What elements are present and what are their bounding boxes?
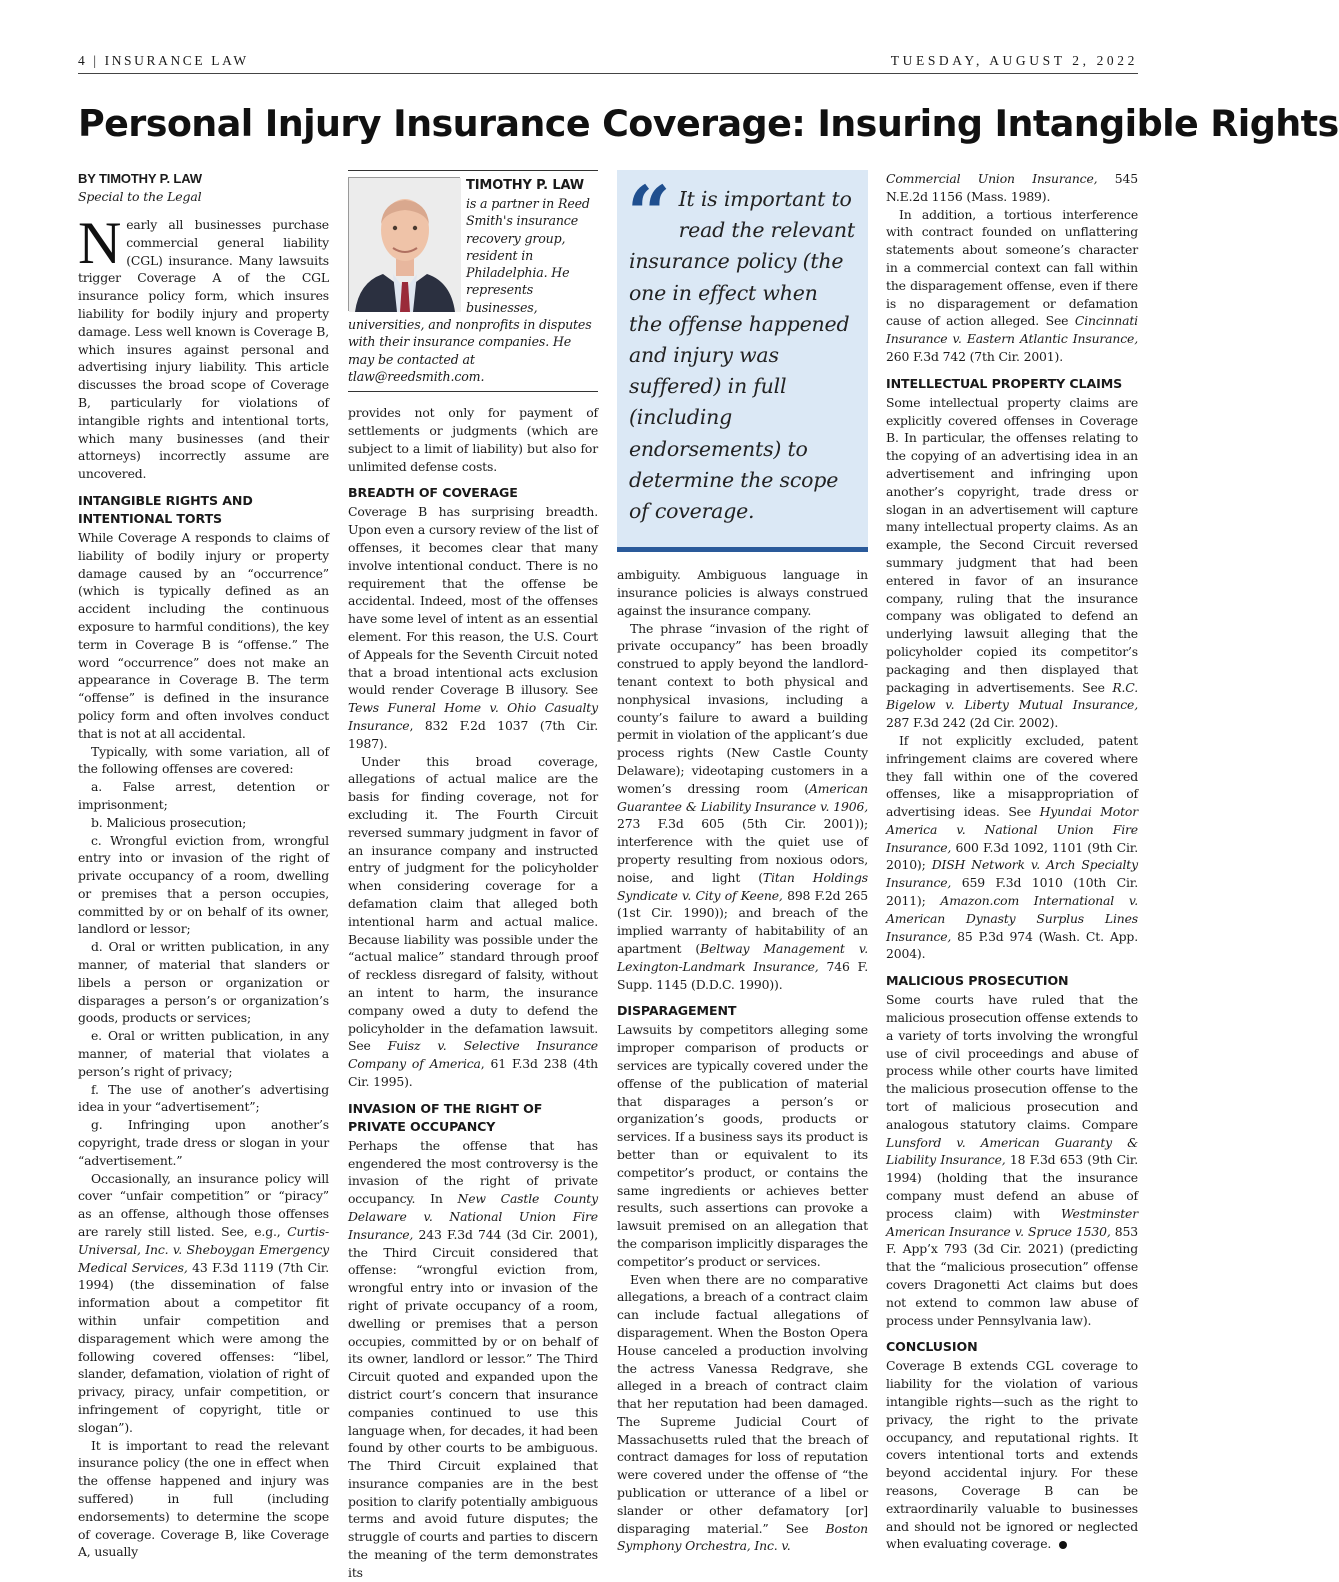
case-citation: Commercial Union Insurance, [886, 171, 1098, 186]
subhead-intellectual-property: INTELLECTUAL PROPERTY CLAIMS [886, 375, 1123, 391]
running-head [78, 53, 1138, 71]
author-bio: is a partner in Reed Smith's insurance recovery group, resident in Philadelphia. He represents businesses, universities, and nonprofits in disputes with their insurance companies. He may be contacted at tlaw@reedsmith.com. [348, 196, 592, 384]
quote-mark-icon: “ [627, 169, 671, 258]
subhead-private-occupancy: INVASION OF THE RIGHT OF PRIVATE OCCUPANCY [348, 1100, 543, 1134]
list-item: d. Oral or written publication, in any manner, of material that slanders or libels a person or organization or disparages a person’s or organization’s goods, products or services; [78, 939, 329, 1026]
list-item: g. Infringing upon another’s copyright, trade dress or slogan in your “advertisement.” [78, 1117, 329, 1168]
paragraph: Commercial Union Insurance, 545 N.E.2d 1156 (Mass. 1989). [886, 171, 1138, 204]
list-item: f. The use of another’s advertising idea in your “advertisement”; [78, 1081, 329, 1115]
paragraph: Some intellectual property claims are explicitly covered offenses in Coverage B. In particular, the offenses relating to the copying of an advertising idea in an advertisement and infringing upon another’s copyright, trade dress or slogan in an advertisement will capture many intellectual property claims. As an example, the Second Circuit reversed summary judgment that had been entered in favor of an insurance company, ruling that the insurance company was obligated to defend an underlying lawsuit alleging that the policyholder copied its competitor’s packaging and then displayed that packaging in advertisements. See R.C. Bigelow v. Liberty Mutual Insurance, 287 F.3d 242 (2d Cir. 2002). [886, 394, 1138, 731]
paragraph: Even when there are no comparative allegations, a breach of a contract claim can include factual allegations of disparagement. When the Boston Opera House canceled a production involving the actress Vanessa Redgrave, she alleged in a breach of contract claim that her reputation had been damaged. The Supreme Judicial Court of Massachusetts ruled that the breach of contract damages for loss of reputation were covered under the offense of “the publication or utterance of a libel or slander or other defamatory [or] disparaging material.” See Boston Symphony Orchestra, Inc. v. [617, 1271, 868, 1554]
paragraph: It is important to read the relevant insurance policy (the one in effect when the offense happened and injury was suffered) in full (including endorsements) to determine the scope of coverage. Coverage B, like Coverage A, usually [78, 1437, 329, 1560]
case-citation: Titan Holdings Syndicate v. City of Keene, [617, 869, 868, 903]
case-citation: R.C. Bigelow v. Liberty Mutual Insurance, [886, 679, 1138, 713]
pull-quote [617, 170, 868, 552]
case-citation: American Guarantee & Liability Insurance v. 1906, [617, 780, 868, 814]
intro-paragraph: Nearly all businesses purchase commercial general liability (CGL) insurance. Many lawsuits trigger Coverage A of the CGL insurance policy form, which insures liability for bodily injury and property damage. Less well known is Coverage B, which insures against personal and advertising injury liability. This article discusses the broad scope of Coverage B, particularly for violations of intangible rights and intentional torts, which many businesses (and their attorneys) incorrectly assume are uncovered. [78, 210, 329, 482]
byline: BY TIMOTHY P. LAW [78, 171, 202, 186]
byline-special: Special to the Legal [78, 189, 202, 204]
column-1 [78, 170, 329, 1561]
paragraph: ambiguity. Ambiguous language in insurance policies is always construed against the insurance company. [617, 567, 868, 618]
case-citation: Fuisz v. Selective Insurance Company of America [348, 1038, 598, 1072]
list-item: e. Oral or written publication, in any manner, of material that violates a person’s right of privacy; [78, 1028, 329, 1079]
case-citation: Amazon.com International v. American Dynasty Surplus Lines Insurance, [886, 893, 1138, 944]
case-citation: Boston Symphony Orchestra, Inc. v. [617, 1520, 868, 1554]
section-label: 4 | INSURANCE LAW [78, 53, 249, 68]
paragraph: Lawsuits by competitors alleging some improper comparison of products or services are typically covered under the offense of the publication of material that disparages a person’s or organization’s goods, products or services. If a business says its product is better than or equivalent to its competitor’s product, or contains the same ingredients or achieves better results, such assertions can provoke a lawsuit premised on an allegation that the comparison implicitly disparages the competitor’s product or services. [617, 1022, 868, 1269]
paragraph: While Coverage A responds to claims of liability of bodily injury or property damage caused by an “occurrence” (which is typically defined as an accident including the continuous exposure to harmful conditions), the key term in Coverage B is “offense.” The word “occurrence” does not make an appearance in Coverage B. The term “offense” is defined in the insurance policy form and often involves conduct that is not at all accidental. [78, 529, 329, 741]
subhead-intangible-rights: INTANGIBLE RIGHTS AND INTENTIONAL TORTS [78, 492, 253, 526]
end-mark-icon [1059, 1541, 1067, 1549]
list-item: c. Wrongful eviction from, wrongful entry into or invasion of the right of private occupancy of a room, dwelling or premises that a person occupies, committed by or on behalf of its owner, landlord or lessor; [78, 832, 329, 937]
author-box [348, 170, 598, 392]
column-2 [348, 170, 598, 1582]
author-name: TIMOTHY P. LAW [466, 178, 584, 193]
subhead-malicious-prosecution: MALICIOUS PROSECUTION [886, 973, 1069, 989]
pull-quote-text: It is important to read the relevant insurance policy (the one in effect when the offense happened and injury was suffered) in full (including endorsements) to determine the scope of coverage. [629, 187, 855, 524]
case-citation: Beltway Management v. Lexington-Landmark Insurance, [617, 940, 868, 974]
article-headline: Personal Injury Insurance Coverage: Insuring Intangible Rights [78, 102, 1339, 145]
drop-cap: N [78, 210, 122, 276]
paragraph: Occasionally, an insurance policy will cover “unfair competition” or “piracy” as an offense, although those offenses are rarely still listed. See, e.g., Curtis-Universal, Inc. v. Sheboygan Emergency Medical Services, 43 F.3d 1119 (7th Cir. 1994) (the dissemination of false information about a competitor fit within unfair competition and disparagement which were among the following covered offenses: “libel, slander, defamation, violation of right of privacy, piracy, unfair competition, or infringement of copyright, title or slogan”). [78, 1170, 329, 1435]
author-photo [348, 177, 460, 311]
case-citation: Lunsford v. American Guaranty & Liability Insurance, [886, 1134, 1138, 1168]
paragraph: Some courts have ruled that the malicious prosecution offense extends to a variety of torts involving the wrongful use of civil proceedings and abuse of process while other courts have limited the malicious prosecution offense to the tort of malicious prosecution and analogous statutory claims. Compare Lunsford v. American Guaranty & Liability Insurance, 18 F.3d 653 (9th Cir. 1994) (holding that the insurance company must defend an abuse of process claim) with Westminster American Insurance v. Spruce 1530, 853 F. App’x 793 (3d Cir. 2021) (predicting that the “malicious prosecution” offense covers Dragonetti Act claims but does not extend to common law abuse of process under Pennsylvania law). [886, 992, 1139, 1328]
column-3 [617, 170, 868, 1555]
paragraph: Perhaps the offense that has engendered the most controversy is the invasion of the right of private occupancy. In New Castle County Delaware v. National Union Fire Insurance, 243 F.3d 744 (3d Cir. 2001), the Third Circuit considered that offense: “wrongful eviction from, wrongful entry into or invasion of the right of private occupancy of a room, dwelling or premises that a person occupies, committed by or on behalf of its owner, landlord or lessor.” The Third Circuit quoted and expanded upon the district court’s concern that insurance companies continued to use this language when, for decades, it had been found by other courts to be ambiguous. The Third Circuit explained that insurance companies are in the best position to clarify potentially ambiguous terms and avoid future disputes; the struggle of courts and parties to discern the meaning of the term demonstrates its [348, 1137, 598, 1580]
subhead-disparagement: DISPARAGEMENT [617, 1003, 737, 1019]
author-portrait-icon [349, 178, 461, 312]
case-citation: DISH Network v. Arch Specialty Insurance, [886, 857, 1138, 891]
column-4 [886, 170, 1138, 1553]
subhead-breadth: BREADTH OF COVERAGE [348, 485, 518, 501]
case-citation: Cincinnati Insurance v. Eastern Atlantic Insurance, [886, 313, 1138, 347]
paragraph: Under this broad coverage, allegations of actual malice are the basis for finding coverage, not for excluding it. The Fourth Circuit reversed summary judgment in favor of an insurance company and instructed entry of judgment for the policyholder when considering coverage for a defamation claim that alleged both intentional harm and actual malice. Because liability was possible under the “actual malice” standard through proof of reckless disregard of falsity, without an intent to harm, the insurance company owed a duty to defend the policyholder in the defamation lawsuit. See Fuisz v. Selective Insurance Company of America, 61 F.3d 238 (4th Cir. 1995). [348, 753, 598, 1089]
subhead-conclusion: CONCLUSION [886, 1339, 978, 1355]
case-citation: Tews Funeral Home v. Ohio Casualty Insurance [348, 700, 598, 734]
case-citation: New Castle County Delaware v. National Union Fire Insurance, [348, 1191, 598, 1242]
issue-date: TUESDAY, AUGUST 2, 2022 [890, 53, 1138, 68]
paragraph: The phrase “invasion of the right of private occupancy” has been broadly construed to apply beyond the landlord-tenant context to both physical and nonphysical invasions, including a county’s failure to award a building permit in violation of the applicant’s due process rights (New Castle County Delaware); videotaping customers in a women’s dressing room (American Guarantee & Liability Insurance v. 1906, 273 F.3d 605 (5th Cir. 2001)); interference with the quiet use of property resulting from noxious odors, noise, and light (Titan Holdings Syndicate v. City of Keene, 898 F.2d 265 (1st Cir. 1990)); and breach of the implied warranty of habitability of an apartment (Beltway Management v. Lexington-Landmark Insurance, 746 F. Supp. 1145 (D.D.C. 1990)). [617, 620, 869, 992]
paragraph: provides not only for payment of settlements or judgments (which are subject to a limit of liability) but also for unlimited defense costs. [348, 405, 598, 474]
case-citation: Curtis-Universal, Inc. v. Sheboygan Emergency Medical Services, [78, 1224, 329, 1275]
paragraph: Coverage B has surprising breadth. Upon even a cursory review of the list of offenses, it becomes clear that many involve intentional conduct. There is no requirement that the offense be accidental. Indeed, most of the offenses have some level of intent as an essential element. For this reason, the U.S. Court of Appeals for the Seventh Circuit noted that a broad intentional acts exclusion would render Coverage B illusory. See Tews Funeral Home v. Ohio Casualty Insurance, 832 F.2d 1037 (7th Cir. 1987). [348, 504, 598, 751]
paragraph: Coverage B extends CGL coverage to liability for the violation of various intangible rights—such as the right to privacy, the right to the private occupancy, and reputational rights. It covers intentional torts and extends beyond accidental injury. For these reasons, Coverage B can be extraordinarily valuable to businesses and should not be ignored or neglected when evaluating coverage. [886, 1358, 1138, 1552]
case-citation: Westminster American Insurance v. Spruce 1530, [886, 1205, 1138, 1239]
paragraph: Typically, with some variation, all of the following offenses are covered: [78, 743, 329, 777]
paragraph: In addition, a tortious interference with contract founded on unflattering statements about someone’s character in a commercial context can fall within the disparagement offense, even if there is no disparagement or defamation cause of action alleged. See Cincinnati Insurance v. Eastern Atlantic Insurance, 260 F.3d 742 (7th Cir. 2001). [886, 206, 1138, 364]
case-citation: Hyundai Motor America v. National Union Fire Insurance, [886, 804, 1139, 855]
header-rule [78, 73, 1138, 74]
list-item: a. False arrest, detention or imprisonment; [78, 779, 329, 812]
list-item: b. Malicious prosecution; [91, 814, 247, 830]
paragraph: If not explicitly excluded, patent infringement claims are covered where they fall within one of the covered offenses, like a misappropriation of advertising ideas. See Hyundai Motor America v. National Union Fire Insurance, 600 F.3d 1092, 1101 (9th Cir. 2010); DISH Network v. Arch Specialty Insurance, 659 F.3d 1010 (10th Cir. 2011); Amazon.com International v. American Dynasty Surplus Lines Insurance, 85 P.3d 974 (Wash. Ct. App. 2004). [886, 732, 1139, 962]
